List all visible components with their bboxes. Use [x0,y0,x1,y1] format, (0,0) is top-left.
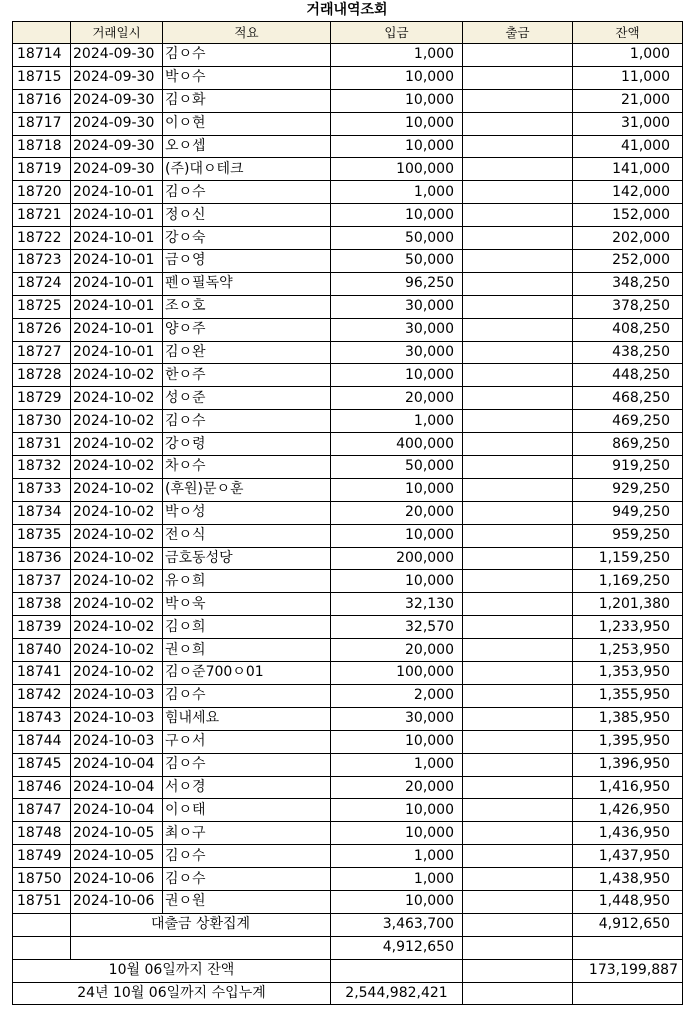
transaction-memo-cell: 이ㅇ현 [163,112,331,135]
transaction-date-cell: 2024-10-03 [71,707,163,730]
summary-empty-cell [331,959,463,982]
balance-amount-cell: 949,250 [573,501,683,524]
table-row [13,639,683,662]
table-row [13,868,683,891]
transaction-memo-cell: 김ㅇ화 [163,89,331,112]
loan-repayment-deposit: 3,463,700 [331,913,463,936]
table-row [13,684,683,707]
header-deposit: 입금 [331,22,463,44]
transaction-memo-cell: 권ㅇ희 [163,639,331,662]
summary-row-income [13,982,683,1005]
transaction-date-cell: 2024-10-02 [71,524,163,547]
deposit-amount-cell: 100,000 [331,158,463,181]
table-row [13,456,683,479]
table-row [13,364,683,387]
withdrawal-amount-cell [463,776,573,799]
deposit-amount-cell: 1,000 [331,845,463,868]
balance-amount-cell: 1,448,950 [573,890,683,913]
table-row [13,135,683,158]
withdrawal-amount-cell [463,227,573,250]
transaction-memo-cell: 김ㅇ수 [163,868,331,891]
transaction-date-cell: 2024-10-05 [71,845,163,868]
transaction-date-cell: 2024-09-30 [71,112,163,135]
balance-amount-cell: 869,250 [573,433,683,456]
transaction-date-cell: 2024-10-01 [71,341,163,364]
transaction-date-cell: 2024-10-02 [71,433,163,456]
deposit-amount-cell: 1,000 [331,753,463,776]
withdrawal-amount-cell [463,730,573,753]
table-row [13,501,683,524]
summary-row-balance [13,959,683,982]
page-title: 거래내역조회 [306,2,388,18]
transaction-memo-cell: 한ㅇ주 [163,364,331,387]
balance-amount-cell: 1,436,950 [573,822,683,845]
transaction-date-cell: 2024-09-30 [71,158,163,181]
transaction-memo-cell: 강ㅇ숙 [163,227,331,250]
transaction-date-cell: 2024-10-01 [71,295,163,318]
deposit-amount-cell: 1,000 [331,44,463,67]
transaction-memo-cell: 김ㅇ수 [163,181,331,204]
deposit-amount-cell: 30,000 [331,341,463,364]
summary-section [13,913,683,1005]
transaction-date-cell: 2024-10-06 [71,890,163,913]
transaction-date-cell: 2024-10-01 [71,227,163,250]
withdrawal-amount-cell [463,616,573,639]
transaction-memo-cell: 김ㅇ수 [163,44,331,67]
transaction-memo-cell: 김ㅇ수 [163,845,331,868]
deposit-amount-cell: 10,000 [331,730,463,753]
transaction-id-cell: 18744 [13,730,71,753]
balance-amount-cell: 1,355,950 [573,684,683,707]
balance-amount-cell: 1,437,950 [573,845,683,868]
transaction-date-cell: 2024-10-02 [71,387,163,410]
withdrawal-amount-cell [463,662,573,685]
transaction-memo-cell: 박ㅇ수 [163,66,331,89]
transaction-id-cell: 18742 [13,684,71,707]
transaction-memo-cell: 서ㅇ경 [163,776,331,799]
transaction-memo-cell: 박ㅇ욱 [163,593,331,616]
withdrawal-amount-cell [463,684,573,707]
transaction-id-cell: 18724 [13,272,71,295]
transaction-id-cell: 18730 [13,410,71,433]
transaction-date-cell: 2024-10-04 [71,799,163,822]
deposit-amount-cell: 20,000 [331,776,463,799]
loan-repayment-total: 4,912,650 [331,936,463,959]
deposit-amount-cell: 1,000 [331,181,463,204]
table-row [13,272,683,295]
transaction-memo-cell: 강ㅇ령 [163,433,331,456]
transaction-memo-cell: 이ㅇ태 [163,799,331,822]
table-row [13,433,683,456]
transaction-date-cell: 2024-10-02 [71,410,163,433]
balance-amount-cell: 378,250 [573,295,683,318]
balance-amount-cell: 21,000 [573,89,683,112]
balance-amount-cell: 41,000 [573,135,683,158]
balance-amount-cell: 929,250 [573,478,683,501]
transaction-memo-cell: 권ㅇ원 [163,890,331,913]
table-row [13,799,683,822]
header-id [13,22,71,44]
withdrawal-amount-cell [463,181,573,204]
transaction-memo-cell: 성ㅇ준 [163,387,331,410]
balance-amount-cell: 468,250 [573,387,683,410]
withdrawal-amount-cell [463,593,573,616]
deposit-amount-cell: 10,000 [331,89,463,112]
transaction-memo-cell: 김ㅇ수 [163,684,331,707]
transaction-id-cell: 18739 [13,616,71,639]
table-row [13,250,683,273]
deposit-amount-cell: 10,000 [331,364,463,387]
transaction-table [12,21,683,1005]
transaction-memo-cell: 힘내세요 [163,707,331,730]
transaction-memo-cell: 김ㅇ희 [163,616,331,639]
deposit-amount-cell: 10,000 [331,66,463,89]
summary-empty-cell [463,913,573,936]
deposit-amount-cell: 10,000 [331,135,463,158]
transaction-id-cell: 18748 [13,822,71,845]
withdrawal-amount-cell [463,845,573,868]
table-row [13,730,683,753]
header-withdrawal: 출금 [463,22,573,44]
table-row [13,707,683,730]
cumulative-income-value: 2,544,982,421 [331,982,463,1005]
deposit-amount-cell: 50,000 [331,250,463,273]
transaction-date-cell: 2024-10-01 [71,204,163,227]
deposit-amount-cell: 10,000 [331,822,463,845]
table-row [13,112,683,135]
withdrawal-amount-cell [463,89,573,112]
transaction-id-cell: 18729 [13,387,71,410]
summary-empty-cell [463,959,573,982]
transaction-date-cell: 2024-10-02 [71,501,163,524]
summary-empty-cell [71,936,331,959]
transaction-date-cell: 2024-10-03 [71,730,163,753]
withdrawal-amount-cell [463,387,573,410]
deposit-amount-cell: 10,000 [331,112,463,135]
balance-amount-cell: 1,426,950 [573,799,683,822]
deposit-amount-cell: 200,000 [331,547,463,570]
withdrawal-amount-cell [463,250,573,273]
deposit-amount-cell: 10,000 [331,478,463,501]
table-row [13,570,683,593]
transaction-id-cell: 18719 [13,158,71,181]
transaction-memo-cell: 조ㅇ호 [163,295,331,318]
transaction-id-cell: 18731 [13,433,71,456]
deposit-amount-cell: 1,000 [331,410,463,433]
table-row [13,158,683,181]
deposit-amount-cell: 2,000 [331,684,463,707]
transaction-memo-cell: 금호동성당 [163,547,331,570]
transaction-date-cell: 2024-10-02 [71,456,163,479]
table-row [13,89,683,112]
deposit-amount-cell: 10,000 [331,570,463,593]
balance-amount-cell: 469,250 [573,410,683,433]
table-row [13,593,683,616]
deposit-amount-cell: 400,000 [331,433,463,456]
transaction-id-cell: 18723 [13,250,71,273]
transaction-memo-cell: 김ㅇ완 [163,341,331,364]
table-row [13,387,683,410]
transaction-id-cell: 18741 [13,662,71,685]
transaction-date-cell: 2024-10-02 [71,547,163,570]
balance-amount-cell: 1,353,950 [573,662,683,685]
transaction-id-cell: 18727 [13,341,71,364]
balance-amount-cell: 959,250 [573,524,683,547]
table-row [13,547,683,570]
balance-amount-cell: 31,000 [573,112,683,135]
withdrawal-amount-cell [463,822,573,845]
transaction-memo-cell: (후원)문ㅇ훈 [163,478,331,501]
table-row [13,822,683,845]
transaction-id-cell: 18732 [13,456,71,479]
balance-to-date-label: 10월 06일까지 잔액 [13,959,331,982]
balance-amount-cell: 1,159,250 [573,547,683,570]
transaction-memo-cell: 금ㅇ영 [163,250,331,273]
transaction-id-cell: 18735 [13,524,71,547]
summary-row-loan-total [13,936,683,959]
balance-amount-cell: 919,250 [573,456,683,479]
transaction-date-cell: 2024-10-04 [71,776,163,799]
deposit-amount-cell: 32,130 [331,593,463,616]
deposit-amount-cell: 100,000 [331,662,463,685]
withdrawal-amount-cell [463,295,573,318]
table-row [13,524,683,547]
transaction-memo-cell: 김ㅇ수 [163,753,331,776]
transaction-id-cell: 18746 [13,776,71,799]
transaction-memo-cell: (주)대ㅇ테크 [163,158,331,181]
deposit-amount-cell: 20,000 [331,501,463,524]
table-row [13,318,683,341]
transaction-date-cell: 2024-09-30 [71,44,163,67]
transaction-id-cell: 18728 [13,364,71,387]
transaction-id-cell: 18717 [13,112,71,135]
withdrawal-amount-cell [463,433,573,456]
deposit-amount-cell: 1,000 [331,868,463,891]
balance-amount-cell: 141,000 [573,158,683,181]
deposit-amount-cell: 30,000 [331,295,463,318]
summary-empty-cell [573,936,683,959]
balance-amount-cell: 1,233,950 [573,616,683,639]
transaction-date-cell: 2024-09-30 [71,66,163,89]
transaction-memo-cell: 펜ㅇ필독약 [163,272,331,295]
transaction-id-cell: 18720 [13,181,71,204]
balance-amount-cell: 438,250 [573,341,683,364]
balance-amount-cell: 348,250 [573,272,683,295]
withdrawal-amount-cell [463,341,573,364]
table-row [13,227,683,250]
summary-row-loan [13,913,683,936]
header-date: 거래일시 [71,22,163,44]
transaction-id-cell: 18718 [13,135,71,158]
transaction-memo-cell: 김ㅇ준700ㅇ01 [163,662,331,685]
transaction-date-cell: 2024-10-01 [71,181,163,204]
withdrawal-amount-cell [463,272,573,295]
withdrawal-amount-cell [463,158,573,181]
withdrawal-amount-cell [463,112,573,135]
withdrawal-amount-cell [463,66,573,89]
balance-amount-cell: 1,385,950 [573,707,683,730]
header-balance: 잔액 [573,22,683,44]
withdrawal-amount-cell [463,44,573,67]
transaction-id-cell: 18733 [13,478,71,501]
deposit-amount-cell: 32,570 [331,616,463,639]
transaction-date-cell: 2024-10-01 [71,250,163,273]
transaction-memo-cell: 유ㅇ희 [163,570,331,593]
withdrawal-amount-cell [463,456,573,479]
transaction-date-cell: 2024-10-02 [71,570,163,593]
withdrawal-amount-cell [463,639,573,662]
withdrawal-amount-cell [463,890,573,913]
summary-empty-cell [573,982,683,1005]
transaction-date-cell: 2024-10-01 [71,318,163,341]
withdrawal-amount-cell [463,501,573,524]
transaction-memo-cell: 전ㅇ식 [163,524,331,547]
transaction-id-cell: 18738 [13,593,71,616]
transaction-id-cell: 18736 [13,547,71,570]
cumulative-income-label: 24년 10월 06일까지 수입누계 [13,982,331,1005]
balance-amount-cell: 1,201,380 [573,593,683,616]
transaction-id-cell: 18740 [13,639,71,662]
withdrawal-amount-cell [463,204,573,227]
header-memo: 적요 [163,22,331,44]
transaction-id-cell: 18721 [13,204,71,227]
balance-amount-cell: 448,250 [573,364,683,387]
withdrawal-amount-cell [463,799,573,822]
balance-amount-cell: 1,395,950 [573,730,683,753]
transaction-date-cell: 2024-10-02 [71,478,163,501]
transaction-id-cell: 18747 [13,799,71,822]
table-row [13,890,683,913]
table-row [13,66,683,89]
table-header-row [13,22,683,44]
transaction-date-cell: 2024-09-30 [71,89,163,112]
deposit-amount-cell: 10,000 [331,204,463,227]
transaction-memo-cell: 오ㅇ셉 [163,135,331,158]
deposit-amount-cell: 20,000 [331,639,463,662]
transaction-date-cell: 2024-10-05 [71,822,163,845]
withdrawal-amount-cell [463,570,573,593]
table-row [13,44,683,67]
transaction-date-cell: 2024-10-02 [71,662,163,685]
transaction-date-cell: 2024-10-01 [71,272,163,295]
withdrawal-amount-cell [463,410,573,433]
balance-amount-cell: 1,396,950 [573,753,683,776]
transaction-id-cell: 18737 [13,570,71,593]
table-row [13,478,683,501]
transaction-id-cell: 18715 [13,66,71,89]
transaction-id-cell: 18745 [13,753,71,776]
withdrawal-amount-cell [463,707,573,730]
summary-empty-cell [463,982,573,1005]
table-row [13,341,683,364]
summary-empty-cell [463,936,573,959]
deposit-amount-cell: 30,000 [331,318,463,341]
transaction-memo-cell: 정ㅇ신 [163,204,331,227]
deposit-amount-cell: 20,000 [331,387,463,410]
transaction-id-cell: 18749 [13,845,71,868]
table-row [13,181,683,204]
withdrawal-amount-cell [463,524,573,547]
table-row [13,753,683,776]
transaction-date-cell: 2024-10-02 [71,364,163,387]
loan-repayment-label: 대출금 상환집계 [71,913,331,936]
deposit-amount-cell: 10,000 [331,890,463,913]
transaction-id-cell: 18722 [13,227,71,250]
transaction-memo-cell: 양ㅇ주 [163,318,331,341]
transaction-memo-cell: 최ㅇ구 [163,822,331,845]
withdrawal-amount-cell [463,753,573,776]
balance-amount-cell: 142,000 [573,181,683,204]
transaction-date-cell: 2024-10-03 [71,684,163,707]
table-row [13,845,683,868]
balance-amount-cell: 1,000 [573,44,683,67]
table-row [13,295,683,318]
withdrawal-amount-cell [463,547,573,570]
balance-amount-cell: 1,438,950 [573,868,683,891]
summary-empty-cell [13,936,71,959]
transaction-date-cell: 2024-09-30 [71,135,163,158]
withdrawal-amount-cell [463,478,573,501]
table-row [13,776,683,799]
transaction-date-cell: 2024-10-06 [71,868,163,891]
balance-amount-cell: 252,000 [573,250,683,273]
balance-amount-cell: 11,000 [573,66,683,89]
summary-empty-cell [13,913,71,936]
deposit-amount-cell: 10,000 [331,524,463,547]
transaction-id-cell: 18751 [13,890,71,913]
balance-amount-cell: 408,250 [573,318,683,341]
balance-amount-cell: 152,000 [573,204,683,227]
balance-amount-cell: 1,169,250 [573,570,683,593]
balance-amount-cell: 1,253,950 [573,639,683,662]
deposit-amount-cell: 30,000 [331,707,463,730]
transaction-id-cell: 18725 [13,295,71,318]
withdrawal-amount-cell [463,318,573,341]
table-row [13,204,683,227]
withdrawal-amount-cell [463,868,573,891]
transaction-date-cell: 2024-10-02 [71,616,163,639]
transaction-table-body [13,22,683,914]
deposit-amount-cell: 50,000 [331,227,463,250]
deposit-amount-cell: 96,250 [331,272,463,295]
withdrawal-amount-cell [463,135,573,158]
withdrawal-amount-cell [463,364,573,387]
balance-amount-cell: 1,416,950 [573,776,683,799]
table-row [13,616,683,639]
transaction-memo-cell: 박ㅇ성 [163,501,331,524]
table-row [13,662,683,685]
transaction-id-cell: 18714 [13,44,71,67]
balance-to-date-value: 173,199,887 [573,959,683,982]
transaction-date-cell: 2024-10-02 [71,639,163,662]
transaction-id-cell: 18734 [13,501,71,524]
transaction-id-cell: 18726 [13,318,71,341]
deposit-amount-cell: 10,000 [331,799,463,822]
transaction-memo-cell: 김ㅇ수 [163,410,331,433]
table-row [13,410,683,433]
transaction-date-cell: 2024-10-02 [71,593,163,616]
transaction-memo-cell: 구ㅇ서 [163,730,331,753]
transaction-date-cell: 2024-10-04 [71,753,163,776]
transaction-id-cell: 18750 [13,868,71,891]
balance-amount-cell: 202,000 [573,227,683,250]
transaction-id-cell: 18743 [13,707,71,730]
transaction-memo-cell: 차ㅇ수 [163,456,331,479]
transaction-id-cell: 18716 [13,89,71,112]
deposit-amount-cell: 50,000 [331,456,463,479]
loan-repayment-balance: 4,912,650 [573,913,683,936]
